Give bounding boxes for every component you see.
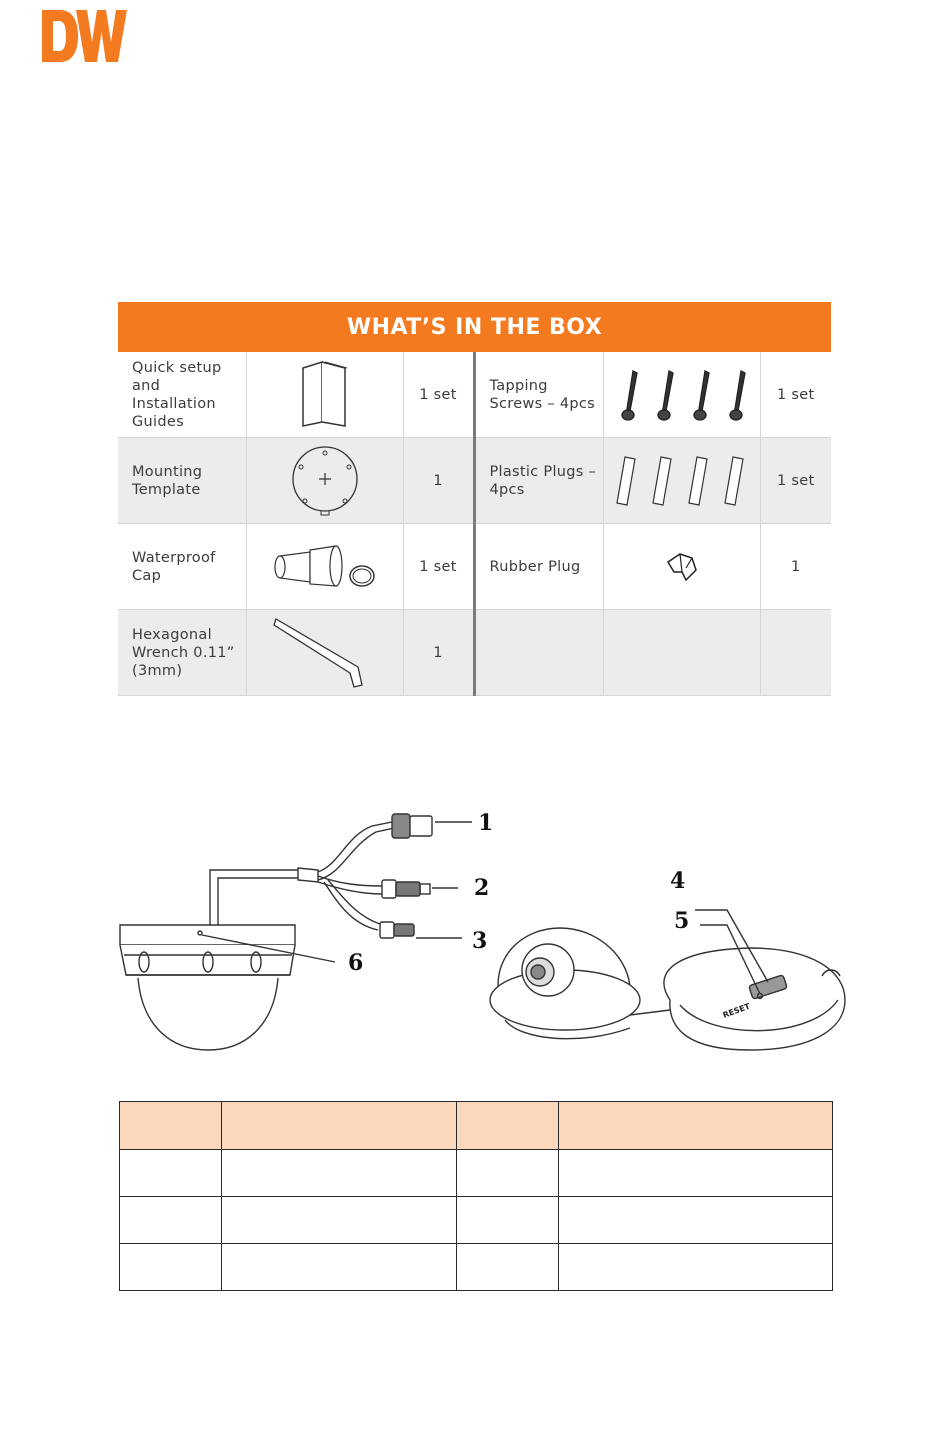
table-row: [120, 1197, 833, 1244]
item-name: [474, 610, 603, 696]
item-qty: 1: [403, 610, 474, 696]
callout-4: 4: [670, 868, 686, 894]
item-name: Rubber Plug: [474, 524, 603, 610]
parts-header-row: [120, 1102, 833, 1150]
callout-1: 1: [478, 810, 494, 836]
box-title: WHAT’S IN THE BOX: [118, 302, 831, 352]
item-name: Quick setup and Installation Guides: [118, 352, 246, 438]
table-row: [118, 524, 831, 610]
hex-wrench-icon: [270, 613, 380, 693]
callout-6: 6: [348, 950, 364, 976]
item-qty: 1 set: [760, 352, 831, 438]
header-cell: [120, 1102, 222, 1150]
item-name: Hexagonal Wrench 0.11” (3mm): [118, 610, 246, 696]
table-row: [120, 1150, 833, 1197]
item-name: Plastic Plugs – 4pcs: [474, 438, 603, 524]
callout-5: 5: [674, 908, 690, 934]
rubber-plug-icon: [662, 550, 702, 584]
table-row: [118, 610, 831, 696]
item-qty: [760, 610, 831, 696]
screws-icon: [607, 365, 757, 425]
mounting-template-icon: [285, 445, 365, 517]
table-row: [118, 438, 831, 524]
item-qty: 1: [760, 524, 831, 610]
callout-3: 3: [472, 928, 488, 954]
reset-label: RESET: [721, 1001, 752, 1020]
header-cell: [559, 1102, 833, 1150]
callout-2: 2: [474, 875, 490, 901]
whats-in-the-box-table: [118, 302, 831, 696]
waterproof-cap-icon: [270, 542, 380, 592]
item-qty: 1 set: [760, 438, 831, 524]
dw-logo: [40, 6, 130, 64]
camera-diagram: [110, 800, 850, 1070]
header-cell: [222, 1102, 457, 1150]
table-row: [120, 1244, 833, 1291]
item-qty: 1 set: [403, 352, 474, 438]
item-name: Waterproof Cap: [118, 524, 246, 610]
plastic-plugs-icon: [607, 451, 757, 511]
item-qty: 1: [403, 438, 474, 524]
item-qty: 1 set: [403, 524, 474, 610]
header-cell: [457, 1102, 559, 1150]
parts-table: [119, 1101, 833, 1291]
item-name: Mounting Template: [118, 438, 246, 524]
table-row: [118, 352, 831, 438]
booklet-icon: [295, 360, 355, 430]
item-name: Tapping Screws – 4pcs: [474, 352, 603, 438]
